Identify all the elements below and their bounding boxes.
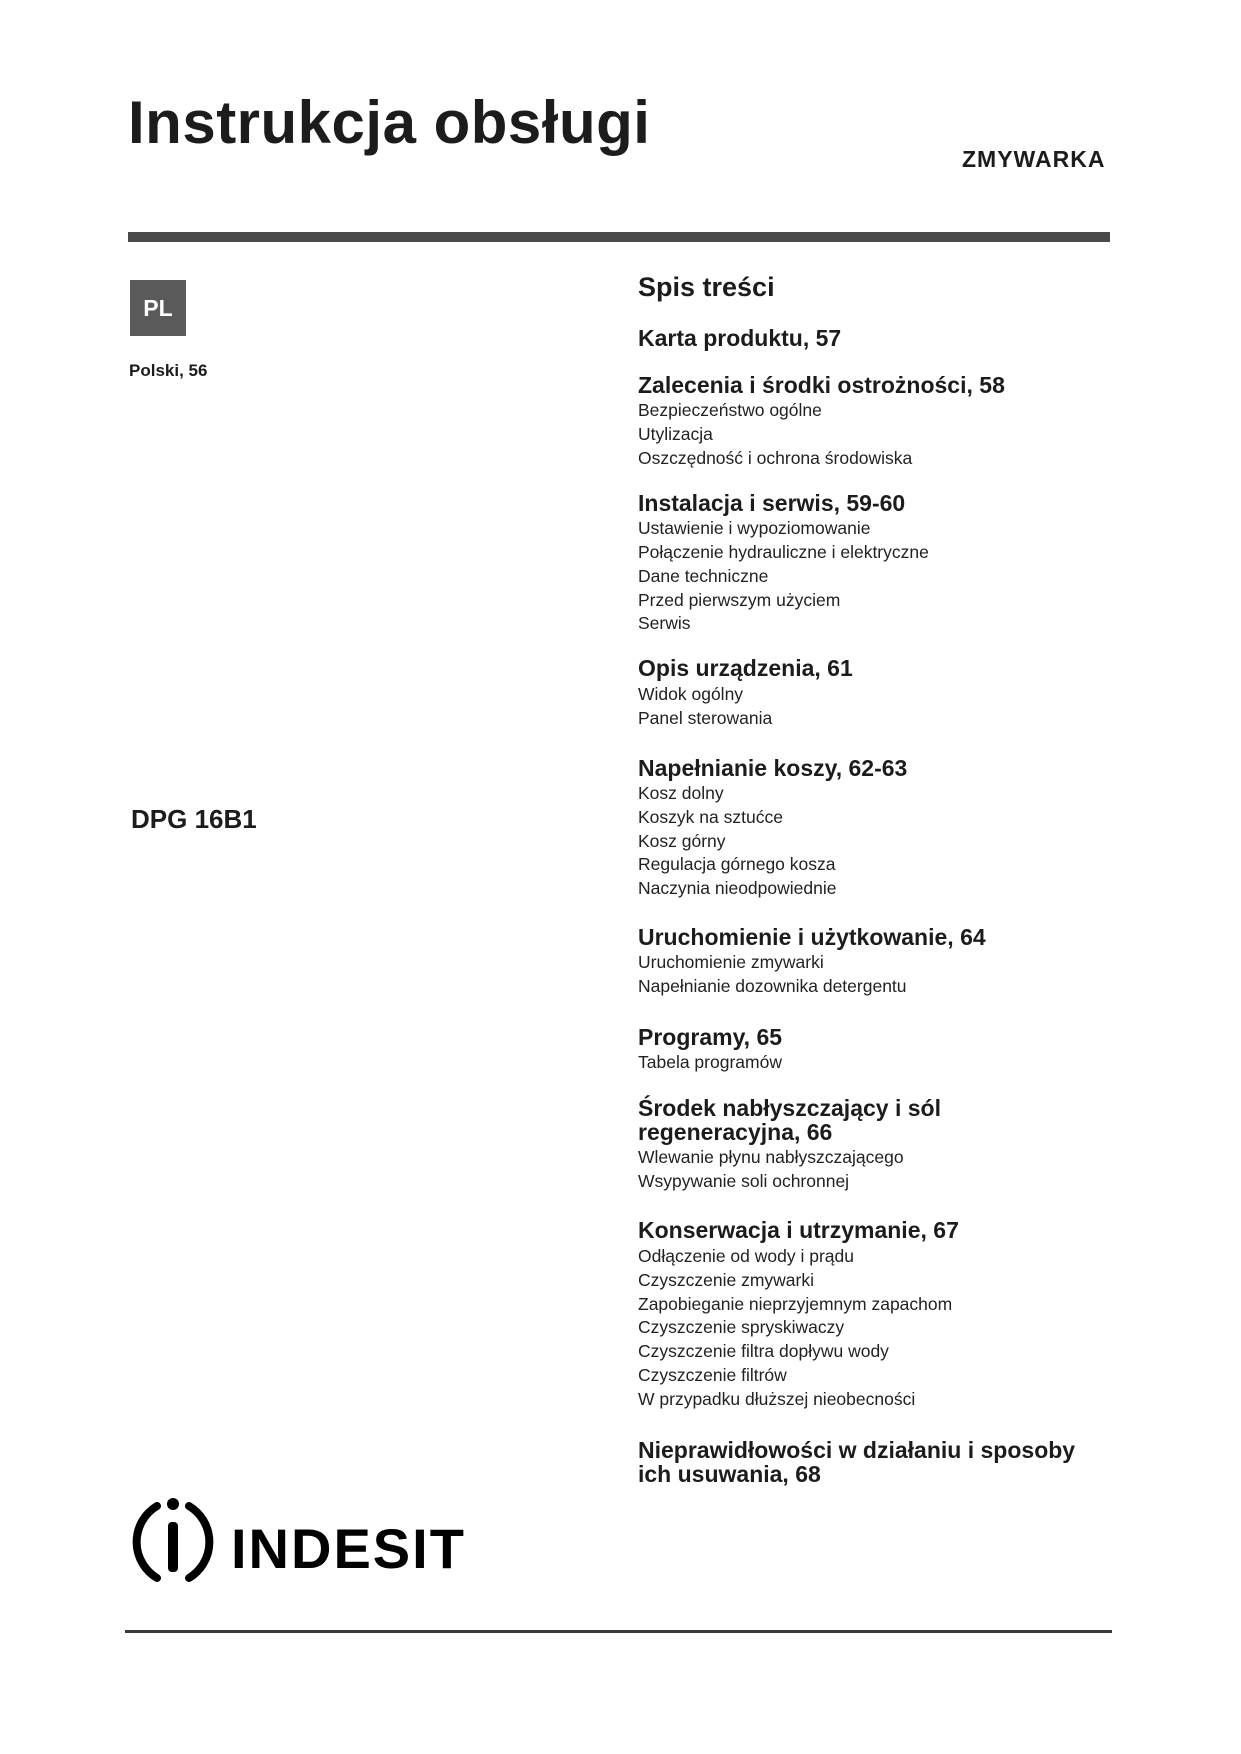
toc-section-heading: Opis urządzenia, 61 xyxy=(638,655,853,681)
toc-section-heading: Karta produktu, 57 xyxy=(638,325,842,351)
toc-item: Utylizacja xyxy=(638,424,713,444)
document-title: Instrukcja obsługi xyxy=(128,89,651,156)
info-i-circle-icon xyxy=(127,1494,467,1590)
toc-item: Bezpieczeństwo ogólne xyxy=(638,400,822,420)
toc-item: Czyszczenie spryskiwaczy xyxy=(638,1317,845,1337)
toc-item: W przypadku dłuższej nieobecności xyxy=(638,1389,916,1409)
toc-item: Tabela programów xyxy=(638,1052,782,1072)
toc-item: Panel sterowania xyxy=(638,708,773,728)
toc-item: Wsypywanie soli ochronnej xyxy=(638,1171,850,1191)
toc-item: Czyszczenie zmywarki xyxy=(638,1270,814,1290)
language-label: Polski, 56 xyxy=(129,361,208,380)
toc-section-heading-cont: regeneracyjna, 66 xyxy=(638,1119,833,1145)
toc-item: Zapobieganie nieprzyjemnym zapachom xyxy=(638,1294,953,1314)
toc-section-heading: Instalacja i serwis, 59-60 xyxy=(638,490,906,516)
toc-item: Napełnianie dozownika detergentu xyxy=(638,976,907,996)
toc-item: Serwis xyxy=(638,613,691,633)
toc-item: Koszyk na sztućce xyxy=(638,807,783,827)
toc-item: Odłączenie od wody i prądu xyxy=(638,1246,854,1266)
toc-item: Czyszczenie filtra dopływu wody xyxy=(638,1341,889,1361)
toc-item: Naczynia nieodpowiednie xyxy=(638,878,837,898)
language-badge: PL xyxy=(130,280,186,336)
toc-item: Czyszczenie filtrów xyxy=(638,1365,787,1385)
footer-divider xyxy=(125,1630,1112,1633)
toc-section-heading: Programy, 65 xyxy=(638,1024,783,1050)
toc-item: Przed pierwszym użyciem xyxy=(638,590,841,610)
toc-item: Wlewanie płynu nabłyszczającego xyxy=(638,1147,904,1167)
toc-section-heading: Środek nabłyszczający i sól xyxy=(638,1095,941,1121)
toc-section-heading: Uruchomienie i użytkowanie, 64 xyxy=(638,924,986,950)
toc-item: Oszczędność i ochrona środowiska xyxy=(638,448,913,468)
toc-item: Widok ogólny xyxy=(638,684,744,704)
header-divider xyxy=(128,232,1110,242)
toc-section-heading: Napełnianie koszy, 62-63 xyxy=(638,755,908,781)
product-category: ZMYWARKA xyxy=(962,146,1106,172)
toc-item: Dane techniczne xyxy=(638,566,769,586)
model-number: DPG 16B1 xyxy=(131,804,257,834)
toc-item: Kosz górny xyxy=(638,831,726,851)
toc-section-heading: Zalecenia i środki ostrożności, 58 xyxy=(638,372,1005,398)
toc-item: Kosz dolny xyxy=(638,783,724,803)
toc-item: Regulacja górnego kosza xyxy=(638,854,836,874)
toc-title: Spis treści xyxy=(638,272,775,302)
toc-section-heading-cont: ich usuwania, 68 xyxy=(638,1461,821,1487)
svg-text:INDESIT: INDESIT xyxy=(231,1517,466,1580)
toc-section-heading: Konserwacja i utrzymanie, 67 xyxy=(638,1217,959,1243)
toc-item: Ustawienie i wypoziomowanie xyxy=(638,518,871,538)
toc-section-heading: Nieprawidłowości w działaniu i sposoby xyxy=(638,1437,1076,1463)
indesit-logo xyxy=(127,1494,467,1595)
toc-item: Połączenie hydrauliczne i elektryczne xyxy=(638,542,929,562)
toc-item: Uruchomienie zmywarki xyxy=(638,952,824,972)
